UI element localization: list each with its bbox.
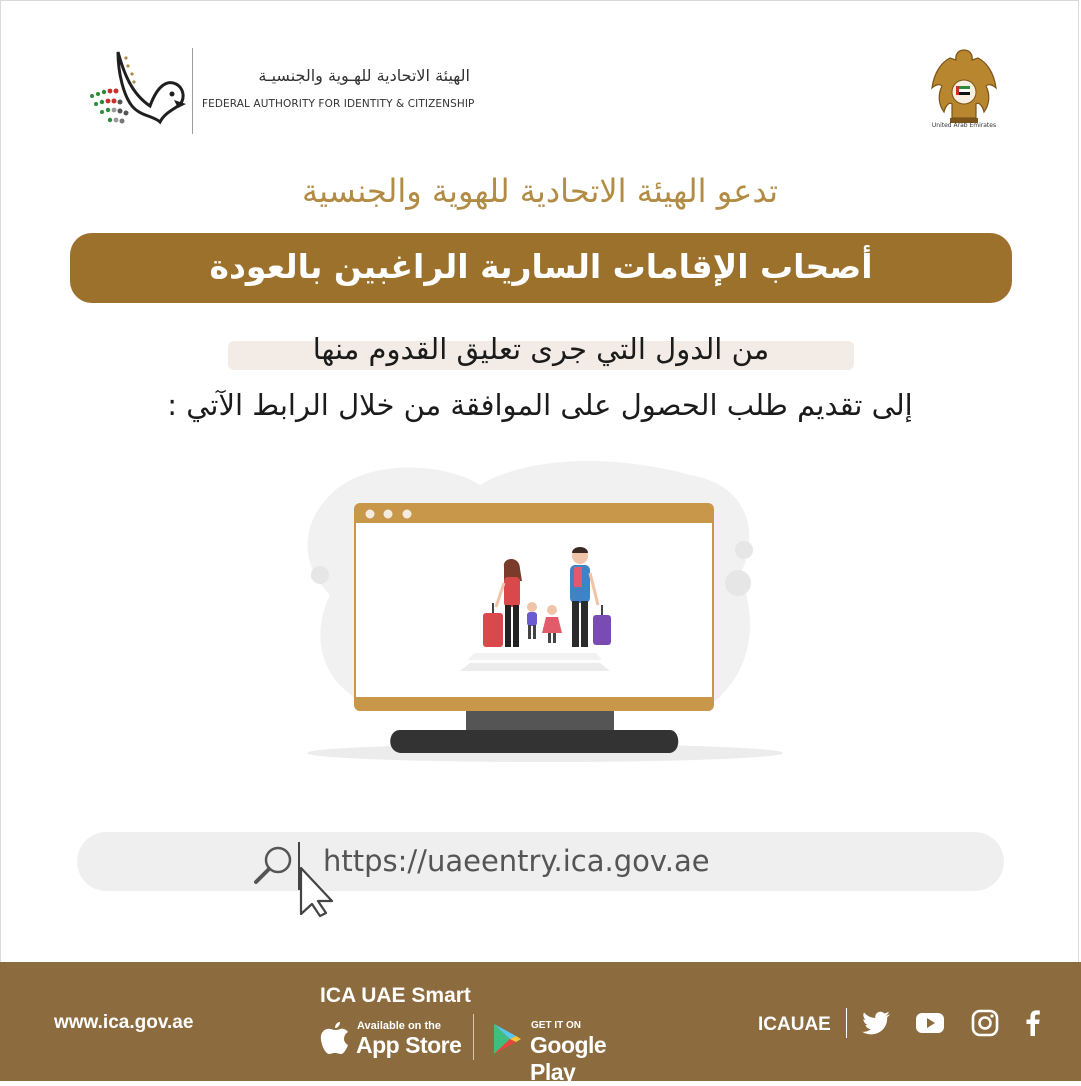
social-handle: ICAUAE [758, 1014, 831, 1035]
invite-heading: تدعو الهيئة الاتحادية للهوية والجنسية [301, 172, 779, 210]
store-divider [473, 1014, 474, 1060]
app-store-small: Available on the [357, 1020, 441, 1032]
banner [70, 233, 1012, 303]
url-bar[interactable] [77, 832, 1004, 891]
google-play-small: GET IT ON [531, 1020, 581, 1031]
uae-emblem-icon [928, 44, 1000, 134]
footer [0, 962, 1081, 1085]
org-name-english: FEDERAL AUTHORITY FOR IDENTITY & CITIZENSHIP [202, 98, 475, 110]
ica-falcon-logo [88, 44, 478, 144]
emblem-caption: United Arab Emirates [931, 122, 997, 129]
google-play-icon [492, 1022, 522, 1056]
google-play-badge[interactable] [490, 1018, 650, 1085]
banner-text: أصحاب الإقامات السارية الراغبين بالعودة [209, 247, 873, 286]
apple-icon [320, 1020, 350, 1056]
social-divider [846, 1008, 847, 1038]
url-text[interactable]: https://uaeentry.ica.gov.ae [323, 844, 710, 878]
body-line-2: إلى تقديم طلب الحصول على الموافقة من خلال الرابط الآتي : [167, 388, 913, 422]
app-store-big: App Store [356, 1032, 462, 1058]
twitter-icon[interactable] [862, 1008, 892, 1038]
facebook-icon[interactable] [1018, 1008, 1048, 1038]
search-icon [252, 842, 298, 888]
instagram-icon[interactable] [970, 1008, 1000, 1038]
app-name: ICA UAE Smart [320, 984, 471, 1007]
monitor-illustration [290, 455, 790, 775]
cursor-icon [298, 866, 334, 918]
body-line-1: من الدول التي جرى تعليق القدوم منها [312, 332, 770, 366]
org-name-arabic: الهيئة الاتحادية للهـوية والجنسيـة [258, 66, 470, 85]
website-link[interactable]: www.ica.gov.ae [54, 1012, 194, 1033]
logo-divider [192, 48, 193, 134]
youtube-icon[interactable] [915, 1008, 945, 1038]
google-play-big: Google Play [530, 1032, 607, 1085]
app-store-badge[interactable] [320, 1018, 470, 1062]
